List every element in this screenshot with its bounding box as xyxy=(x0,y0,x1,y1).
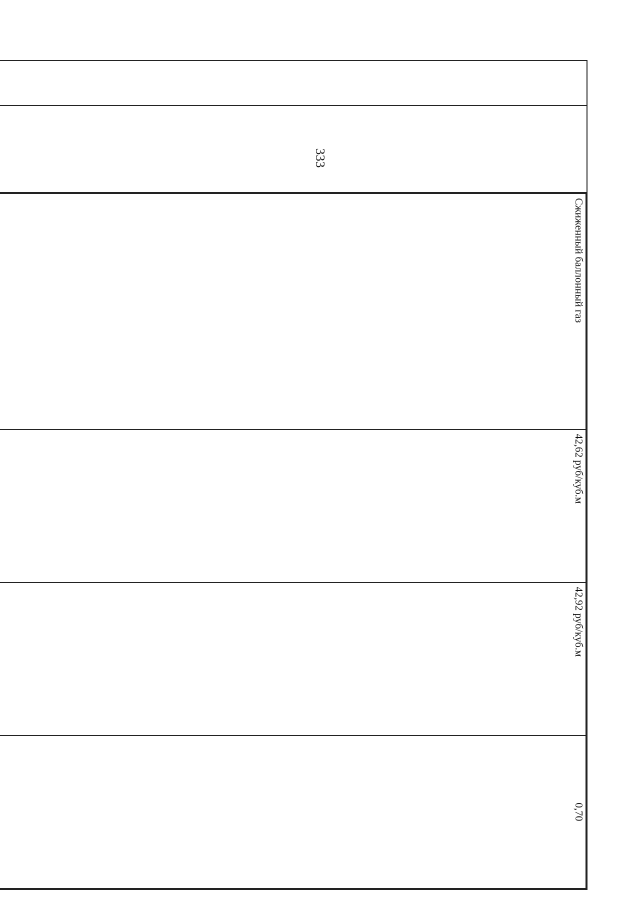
gas-tariff-subtable xyxy=(0,193,587,889)
settlement-name-cell xyxy=(0,106,587,193)
description-cell xyxy=(0,193,587,890)
rotated-document xyxy=(53,60,588,890)
tariff-table xyxy=(0,60,588,890)
page-number: 333 xyxy=(312,148,328,168)
tariff-growth: 0,70 xyxy=(0,735,586,888)
tariff-old: 42,62 руб/куб.м xyxy=(0,429,586,582)
service-name: Сжиженный баллонный газ xyxy=(0,194,586,430)
table-row xyxy=(0,194,586,889)
tariff-new: 42,92 руб/куб.м xyxy=(0,582,586,735)
row-number-cell xyxy=(0,61,587,106)
table-row xyxy=(0,61,587,890)
